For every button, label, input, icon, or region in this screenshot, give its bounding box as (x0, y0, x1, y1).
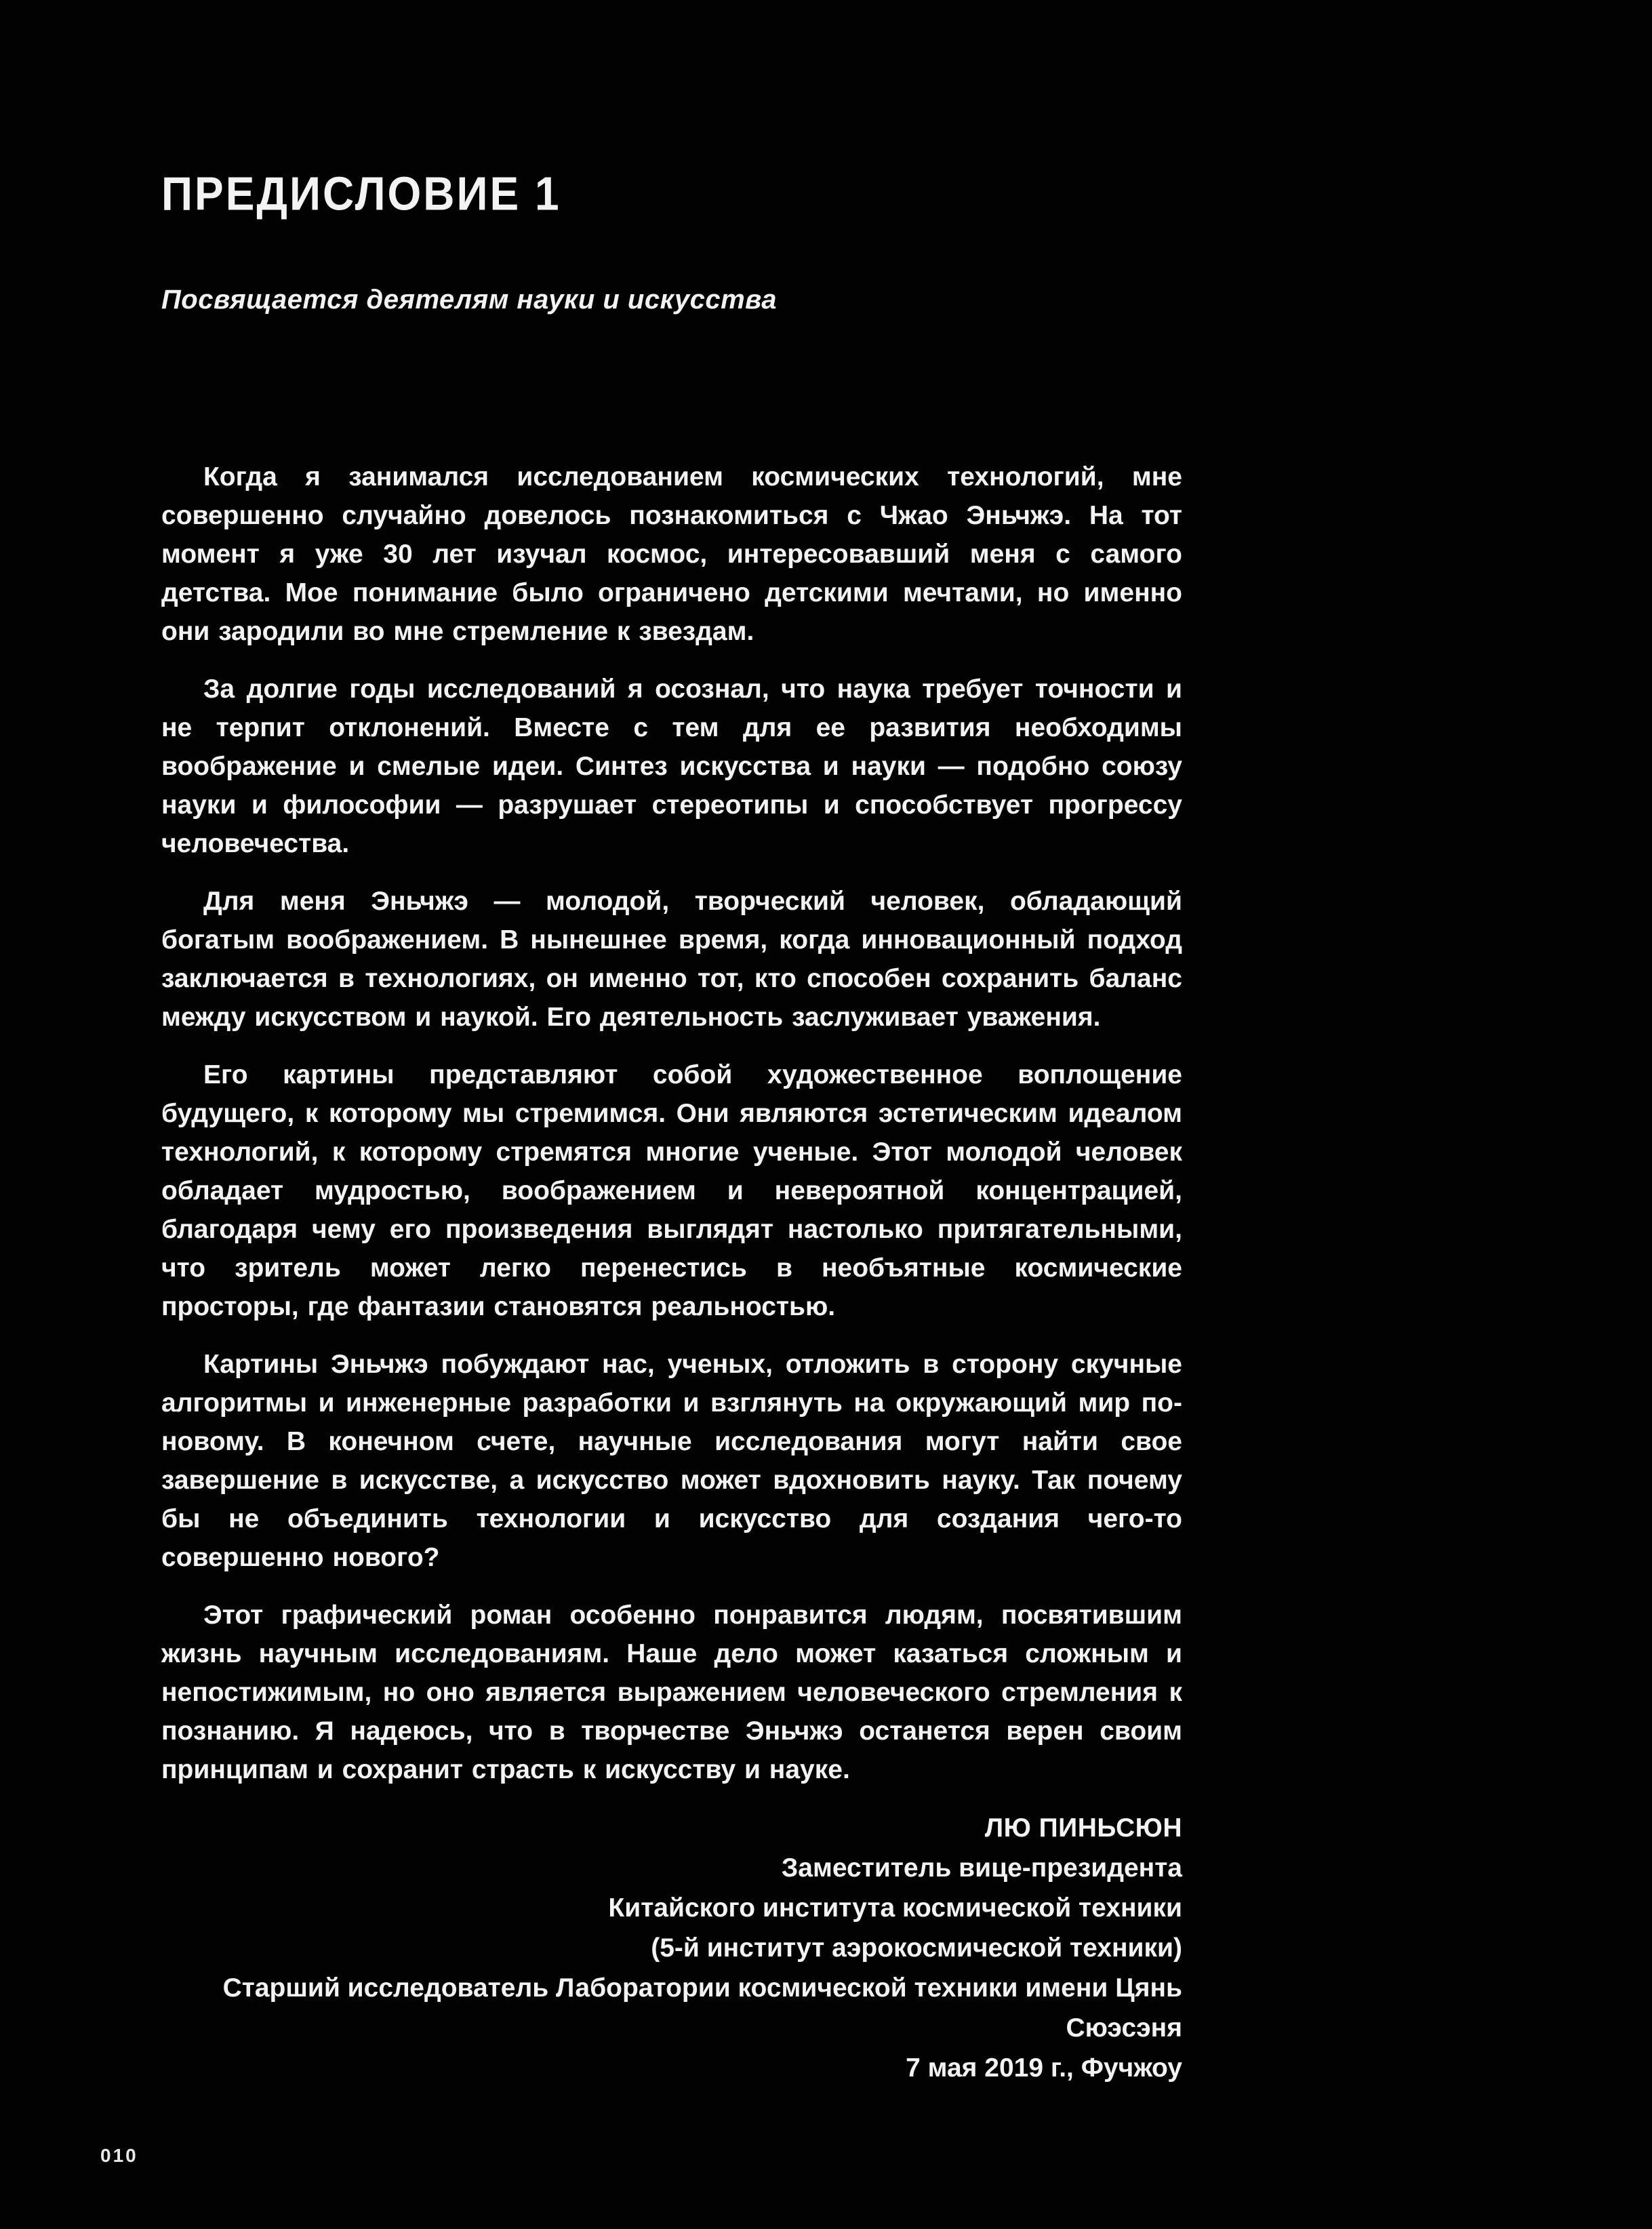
signature-line: 7 мая 2019 г., Фучжоу (906, 2053, 1182, 2083)
signature-line: (5-й институт аэрокосмической техники) (651, 1933, 1182, 1963)
paragraph: Когда я занимался исследованием космических технологий, мне совершенно случайно довелось познакомиться с Чжао Эньчжэ. На тот момент я уже 30 лет изучал космос, интересовавший меня с самого детства. Мое понимание было ограничено детскими мечтами, но именно они зародили во мне стремление к звездам. (161, 462, 1182, 646)
signature-line: Китайского института космической техники (608, 1893, 1182, 1923)
text-column (161, 167, 1182, 2088)
paragraph: Этот графический роман особенно понравится людям, посвятившим жизнь научным исследованиям. Наше дело может казаться сложным и непостижимым, но оно является выражением человеческого стремления к познанию. Я надеюсь, что в творчестве Эньчжэ останется верен своим принципам и сохранит страсть к искусству и науке. (161, 1601, 1182, 1784)
page-number: 010 (100, 2145, 138, 2166)
signature-block (161, 1808, 1182, 2088)
paragraph: За долгие годы исследований я осознал, что наука требует точности и не терпит отклонений. Вместе с тем для ее развития необходимы воображение и смелые идеи. Синтез искусства и науки — подобно союзу науки и философии — разрушает стереотипы и способствует прогрессу человечества. (161, 675, 1182, 858)
paragraph: Картины Эньчжэ побуждают нас, ученых, отложить в сторону скучные алгоритмы и инженерные разработки и взглянуть на окружающий мир по-новому. В конечном счете, научные исследования могут найти свое завершение в искусстве, а искусство может вдохновить науку. Так почему бы не объединить технологии и искусство для создания чего-то совершенно нового? (161, 1350, 1182, 1572)
signature-line: Заместитель вице-президента (781, 1853, 1182, 1883)
paragraph: Его картины представляют собой художественное воплощение будущего, к которому мы стремимся. Они являются эстетическим идеалом технологий, к которому стремятся многие ученые. Этот молодой человек обладает мудростью, воображением и невероятной концентрацией, благодаря чему его произведения выглядят настолько притягательными, что зритель может легко перенестись в необъятные космические просторы, где фантазии становятся реальностью. (161, 1060, 1182, 1321)
preface-body (161, 458, 1182, 1789)
signature-line: Старший исследователь Лаборатории космической техники имени Цянь Сюэсэня (222, 1973, 1182, 2043)
page-title: ПРЕДИСЛОВИЕ 1 (161, 167, 561, 220)
signature-name: ЛЮ ПИНЬСЮН (984, 1813, 1182, 1843)
dedication-line: Посвящается деятелям науки и искусства (161, 285, 778, 315)
paragraph: Для меня Эньчжэ — молодой, творческий человек, обладающий богатым воображением. В нынешнее время, когда инновационный подход заключается в технологиях, он именно тот, кто способен сохранить баланс между искусством и наукой. Его деятельность заслуживает уважения. (161, 887, 1182, 1032)
